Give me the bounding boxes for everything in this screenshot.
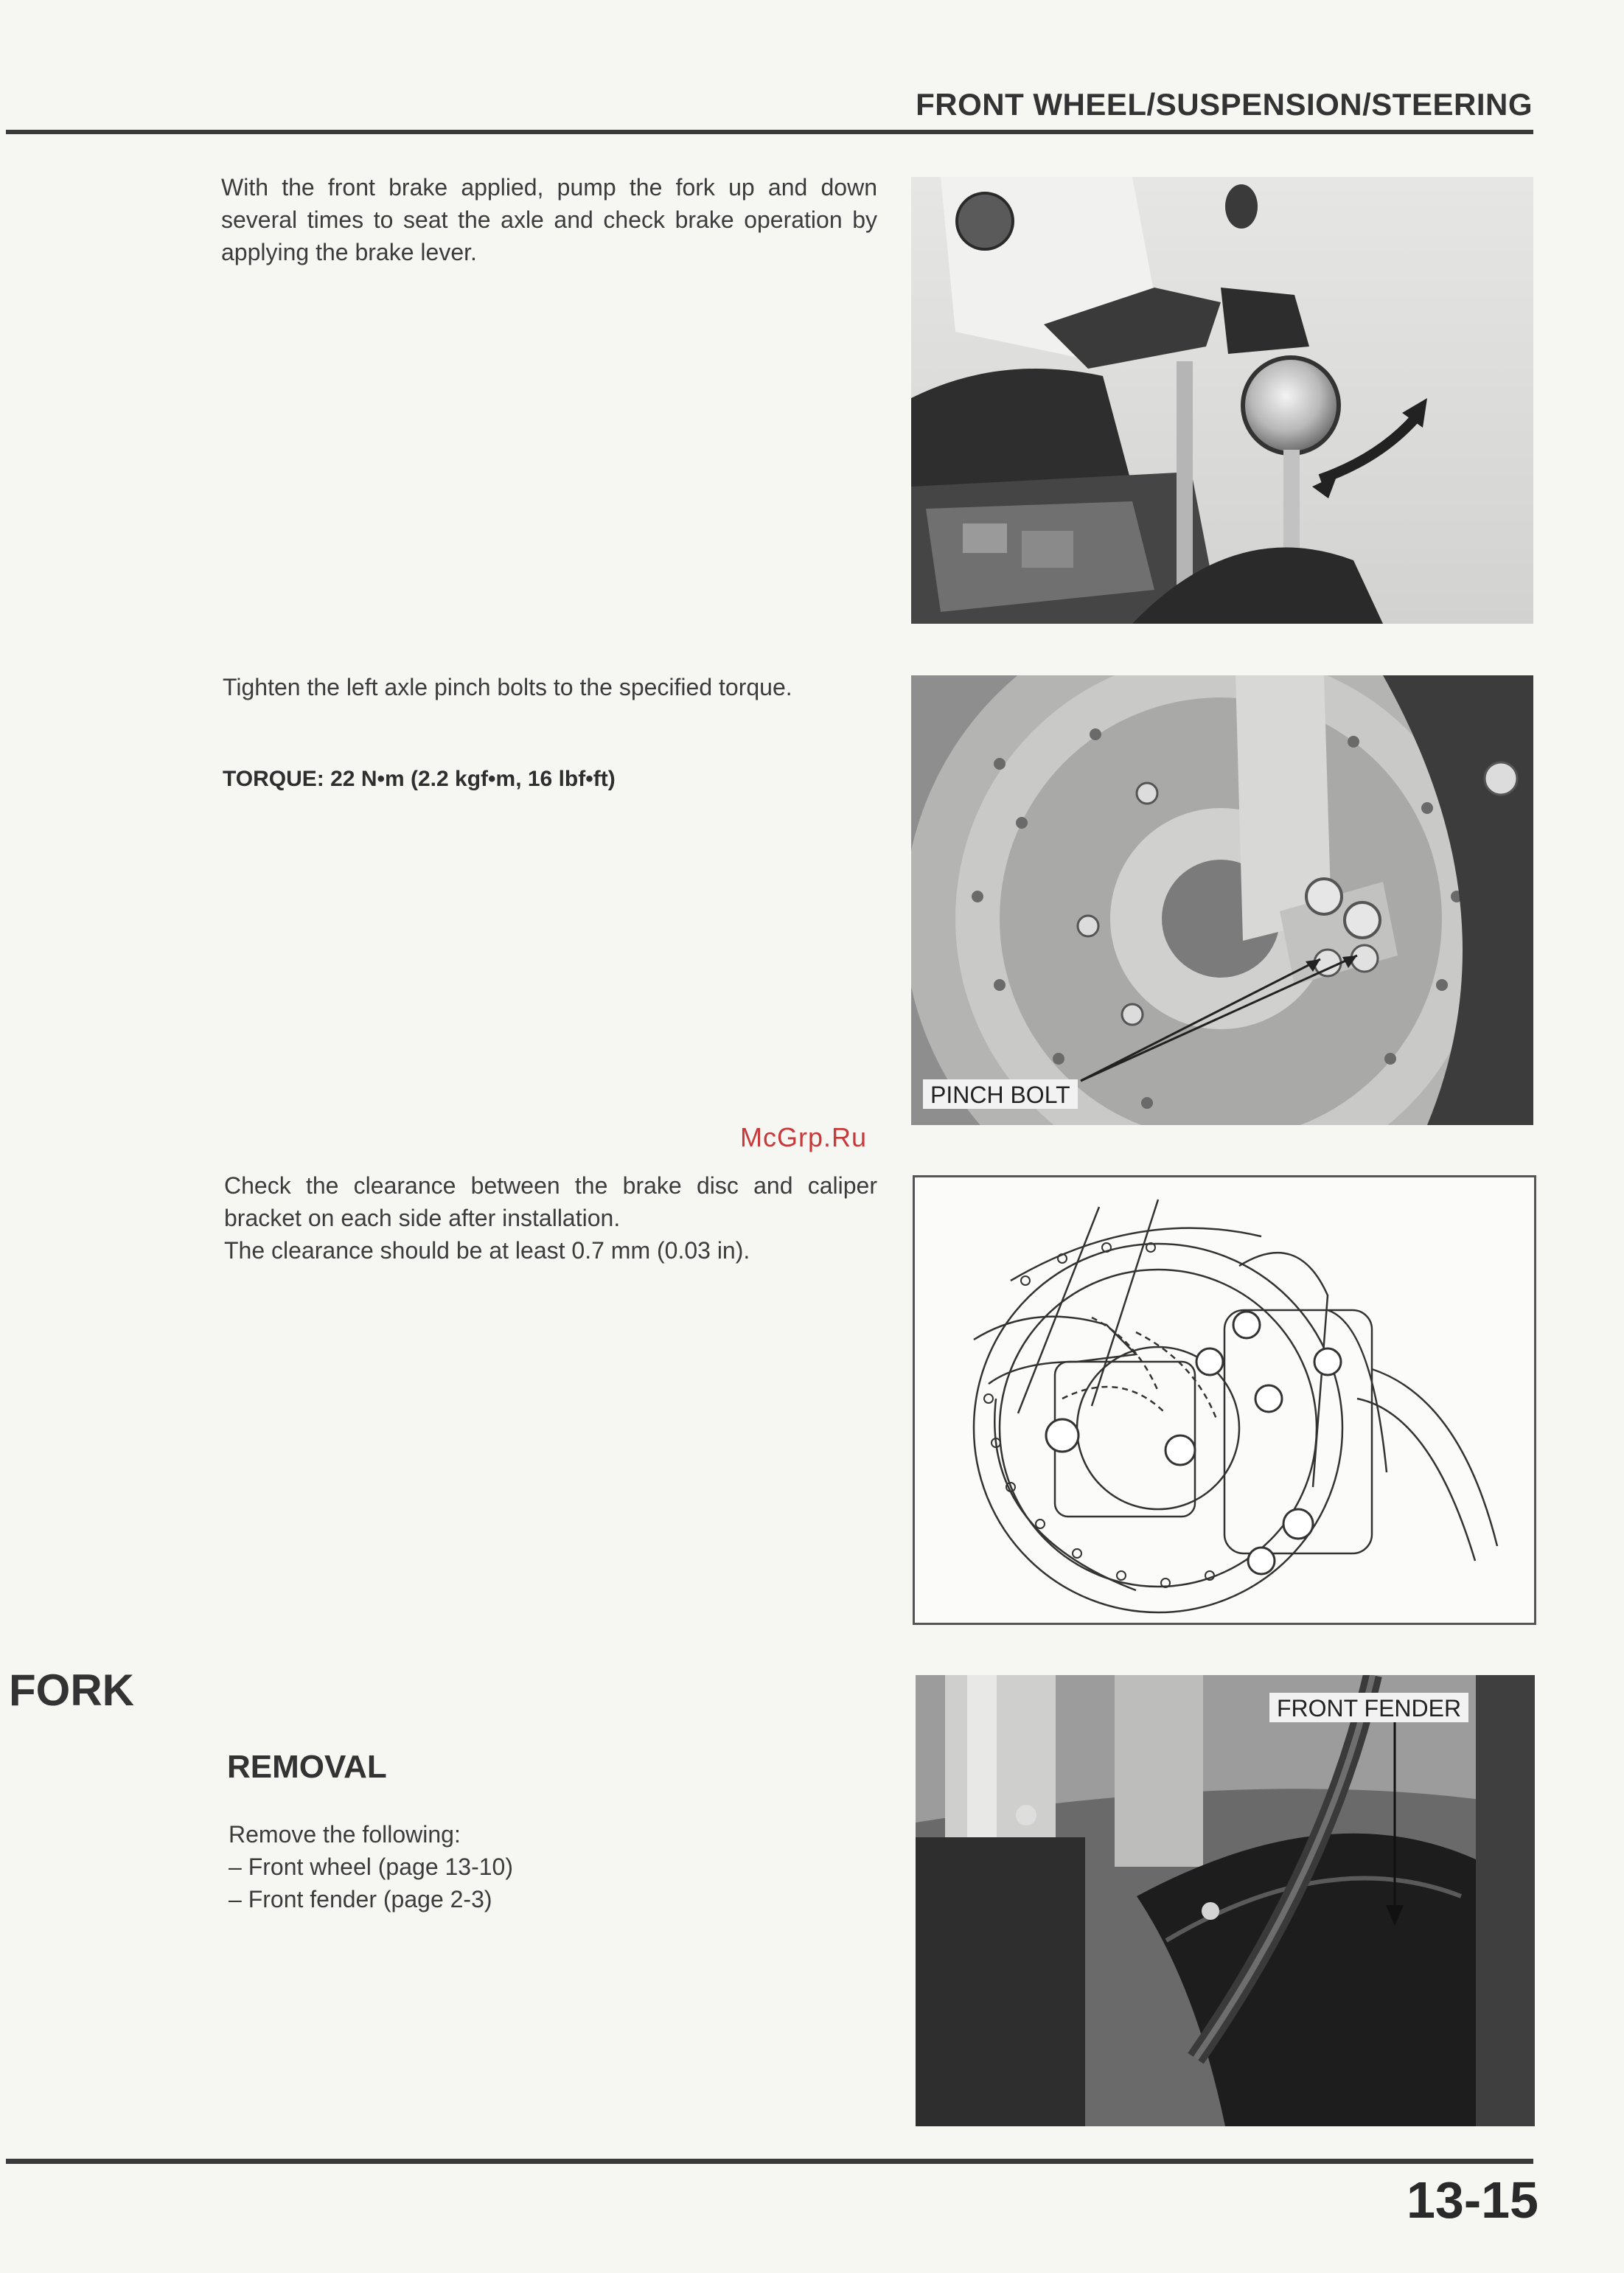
front-fender-label: FRONT FENDER [1269,1693,1468,1722]
step-pinch-bolt-paragraph: Tighten the left axle pinch bolts to the specified torque. [223,674,792,700]
watermark-text: McGrp.Ru [740,1122,868,1152]
photo-front-fender [916,1675,1535,2126]
step-clearance-spec: The clearance should be at least 0.7 mm (0.03 in). [224,1237,750,1264]
step-pump-fork-text [221,171,877,268]
diagram-brake-disc-clearance [913,1175,1536,1625]
step-pump-fork-paragraph: With the front brake applied, pump the fork up and down several times to seat the axle and check brake operation by applying the brake lever. [221,174,877,265]
header-rule [6,130,1533,134]
step-clearance-text [224,1169,877,1267]
torque-spec: TORQUE: 22 N•m (2.2 kgf•m, 16 lbf•ft) [223,767,616,791]
page-number: 13-15 [1406,2171,1538,2229]
subsection-title-removal: REMOVAL [227,1749,387,1785]
photo-pump-fork [911,177,1533,624]
removal-list [229,1818,513,1915]
removal-item-front-fender: – Front fender (page 2-3) [229,1886,492,1912]
footer-rule [6,2159,1533,2164]
step-pinch-bolt-text [223,671,877,703]
section-title-fork: FORK [9,1665,134,1715]
removal-intro: Remove the following: [229,1821,461,1848]
pinch-bolt-label: PINCH BOLT [923,1079,1078,1109]
photo-pinch-bolt [911,675,1533,1125]
page-header-title: FRONT WHEEL/SUSPENSION/STEERING [916,87,1533,122]
step-clearance-paragraph: Check the clearance between the brake disc and caliper bracket on each side after installation. [224,1172,877,1231]
removal-item-front-wheel: – Front wheel (page 13-10) [229,1853,513,1880]
